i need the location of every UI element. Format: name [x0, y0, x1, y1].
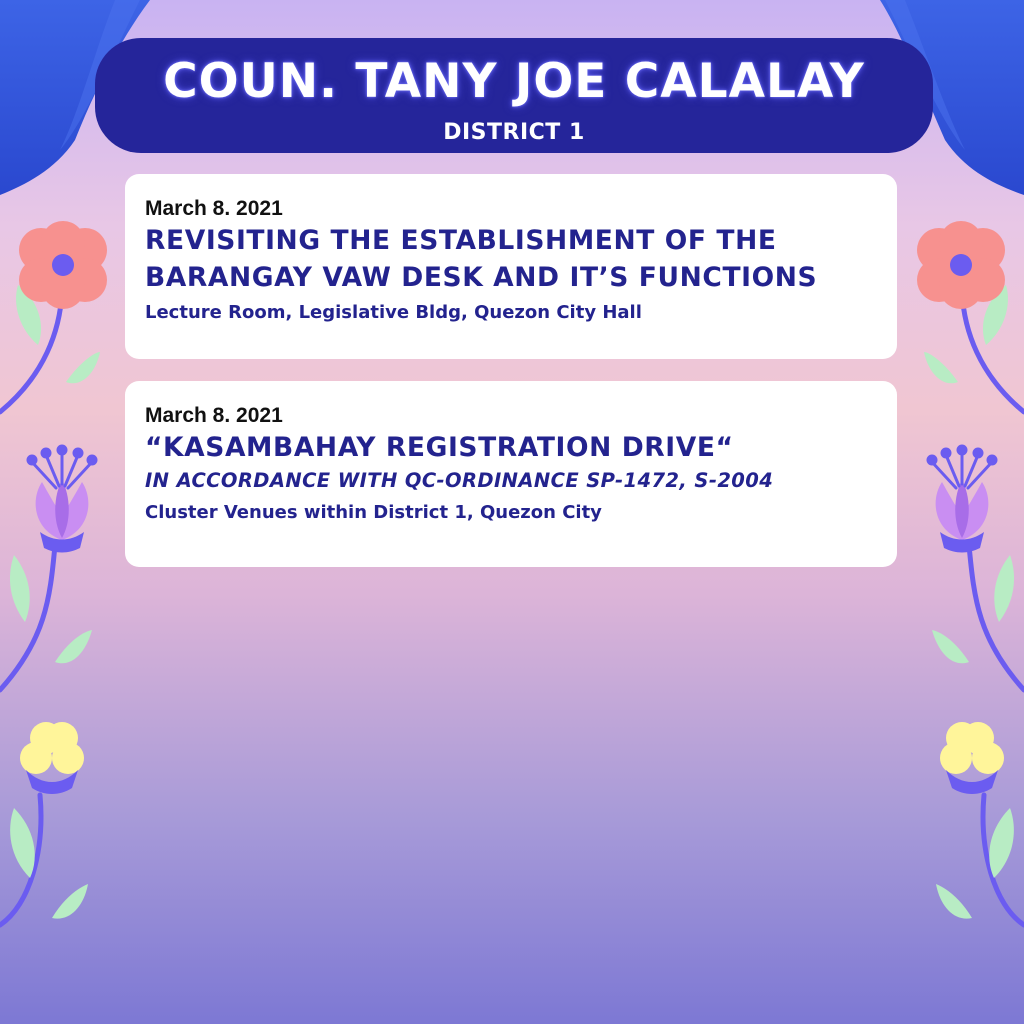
- leaf-icon: [10, 808, 35, 878]
- event-date: March 8. 2021: [145, 197, 283, 220]
- leaf-icon: [936, 884, 972, 919]
- event-venue: Cluster Venues within District 1, Quezon City: [145, 502, 602, 523]
- event-subtitle: IN ACCORDANCE WITH QC-ORDINANCE SP-1472, S-2004: [145, 469, 774, 492]
- leaf-icon: [924, 352, 958, 383]
- leaf-icon: [52, 884, 88, 919]
- purple-flower-icon: [928, 446, 996, 553]
- event-venue: Lecture Room, Legislative Bldg, Quezon City Hall: [145, 302, 642, 323]
- event-title-line: “KASAMBAHAY REGISTRATION DRIVE“: [145, 432, 734, 463]
- leaf-icon: [932, 630, 969, 663]
- event-date: March 8. 2021: [145, 404, 283, 427]
- leaf-icon: [989, 808, 1014, 878]
- yellow-flower-icon: [20, 722, 84, 794]
- left-flower-column: [0, 221, 107, 925]
- event-title-line: REVISITING THE ESTABLISHMENT OF THE: [145, 225, 777, 256]
- event-title-line: BARANGAY VAW DESK AND IT’S FUNCTIONS: [145, 262, 818, 293]
- event-card: [125, 174, 897, 359]
- pink-flower-icon: [917, 221, 1005, 309]
- yellow-flower-icon: [940, 722, 1004, 794]
- pink-flower-icon: [19, 221, 107, 309]
- leaf-icon: [55, 630, 92, 663]
- leaf-icon: [10, 555, 30, 622]
- leaf-icon: [66, 352, 100, 383]
- right-flower-column: [917, 221, 1024, 925]
- councilor-name: COUN. TANY JOE CALALAY: [163, 54, 865, 109]
- event-card: [125, 381, 897, 567]
- leaf-icon: [994, 555, 1014, 622]
- district-label: DISTRICT 1: [443, 120, 585, 145]
- header-banner: [95, 38, 933, 153]
- purple-flower-icon: [28, 446, 96, 553]
